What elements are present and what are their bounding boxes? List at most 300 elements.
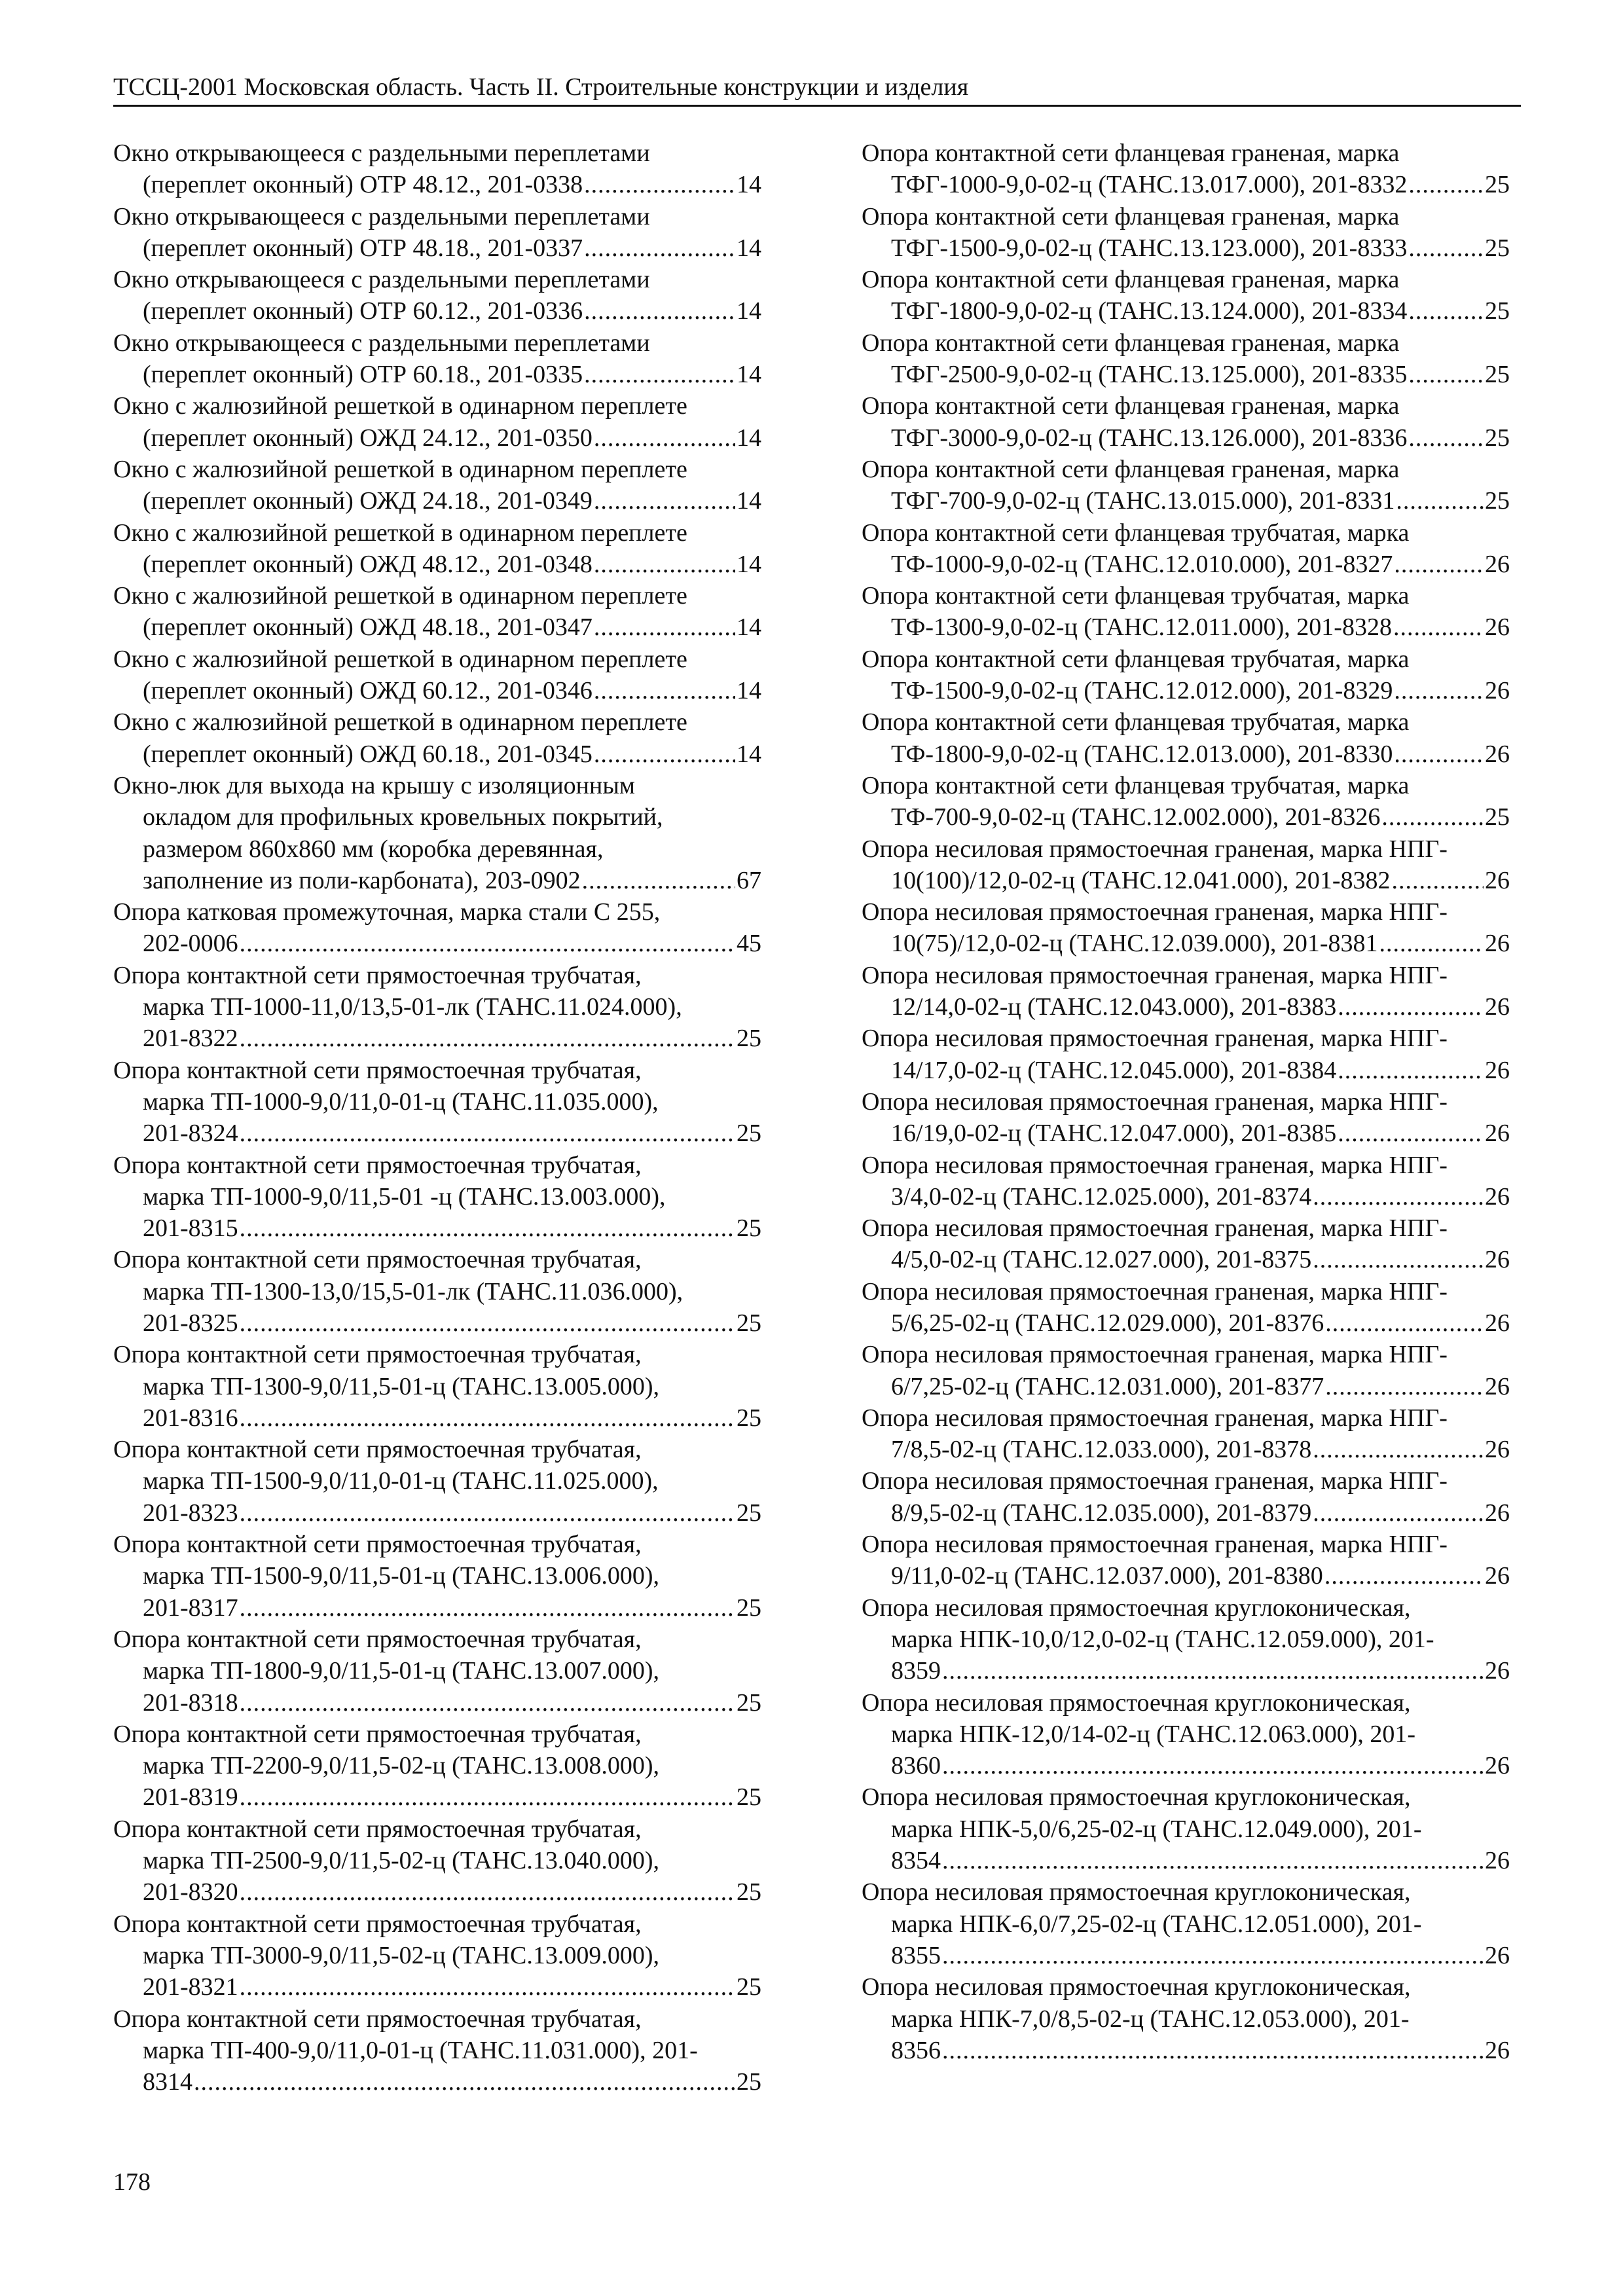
index-entry-page: 14 (737, 487, 761, 515)
index-entry-page: 14 (737, 234, 761, 262)
index-entry-line (862, 1497, 1510, 1529)
index-entry-text: 14/17,0-02-ц (ТАНС.12.045.000), 201-8384 (891, 1056, 1337, 1084)
index-entry-line: Опора несиловая прямостоечная граненая, марка НПГ- (862, 1404, 1448, 1432)
index-entry-page: 25 (737, 1688, 761, 1717)
index-entry-text: ТФГ-1800-9,0-02-ц (ТАНС.13.124.000), 201-8334 (891, 297, 1408, 325)
index-entry (862, 1339, 1510, 1402)
index-entry-line (862, 801, 1510, 833)
index-entry-text: (переплет оконный) ОТР 60.12., 201-0336 (143, 297, 583, 325)
index-entry-text: 8360 (891, 1752, 941, 1780)
index-entry-page: 25 (737, 1309, 761, 1337)
index-entry-line: марка ТП-1300-13,0/15,5-01-лк (ТАНС.11.036.000), (143, 1277, 684, 1305)
index-entry (113, 960, 761, 1055)
index-entry-line (862, 295, 1510, 327)
index-entry (862, 896, 1510, 960)
index-entry-line (862, 169, 1510, 200)
index-entry (113, 1813, 761, 1908)
index-entry-text: ТФГ-1000-9,0-02-ц (ТАНС.13.017.000), 201-8332 (891, 171, 1408, 199)
index-entry (113, 1529, 761, 1624)
index-entry-line: Опора несиловая прямостоечная граненая, марка НПГ- (862, 1087, 1448, 1116)
index-entry (113, 1908, 761, 2003)
dot-leader (240, 928, 735, 959)
index-entry-text: (переплет оконный) ОТР 48.12., 201-0338 (143, 171, 583, 199)
index-entry (862, 201, 1510, 264)
index-entry (113, 390, 761, 454)
index-entry-page: 26 (1485, 866, 1510, 894)
index-entry-line: марка ТП-1500-9,0/11,0-01-ц (ТАНС.11.025.000), (143, 1467, 659, 1495)
index-entry-text: 4/5,0-02-ц (ТАНС.12.027.000), 201-8375 (891, 1246, 1312, 1274)
index-entry-page: 26 (1485, 613, 1510, 642)
dot-leader (1325, 1307, 1484, 1339)
index-entry-line: Опора контактной сети прямостоечная трубчатая, (113, 1341, 642, 1369)
index-entry-page: 26 (1485, 2036, 1510, 2064)
index-entry-line (113, 1118, 761, 1149)
dot-leader (594, 738, 735, 770)
index-entry-line: марка ТП-1800-9,0/11,5-01-ц (ТАНС.13.007.000), (143, 1657, 660, 1685)
index-entry-line (113, 295, 761, 327)
dot-leader (1396, 485, 1484, 517)
index-entry-page: 26 (1485, 1941, 1510, 1969)
index-column-right (862, 137, 1510, 2066)
index-entry-page: 25 (1485, 297, 1510, 325)
index-entry-text: 201-8321 (143, 1973, 238, 2001)
index-entry-text: 201-8316 (143, 1404, 238, 1432)
index-entry-line: Опора несиловая прямостоечная круглоконическая, (862, 1594, 1411, 1622)
index-entry-page: 25 (1485, 361, 1510, 389)
index-entry-text: 201-8322 (143, 1025, 238, 1053)
index-entry-page: 14 (737, 424, 761, 452)
index-column-left (113, 137, 761, 2098)
index-entry-page: 25 (1485, 424, 1510, 452)
index-entry-line (862, 1307, 1510, 1339)
dot-leader (584, 169, 735, 200)
index-entry-page: 25 (1485, 234, 1510, 262)
index-entry-line: размером 860х860 мм (коробка деревянная, (143, 835, 604, 863)
index-entry-line (113, 169, 761, 200)
index-entry-line: Опора несиловая прямостоечная круглоконическая, (862, 1973, 1411, 2001)
dot-leader (1313, 1434, 1484, 1465)
index-entry (862, 1687, 1510, 1782)
index-entry-line: Опора несиловая прямостоечная граненая, марка НПГ- (862, 961, 1448, 989)
index-entry-line (862, 1371, 1510, 1402)
index-entry-line: марка НПК-5,0/6,25-02-ц (ТАНС.12.049.000), 201- (891, 1815, 1422, 1843)
index-entry-text: (переплет оконный) ОТР 60.18., 201-0335 (143, 361, 583, 389)
index-entry-line (862, 1845, 1510, 1876)
index-entry-page: 26 (1485, 1120, 1510, 1148)
index-entry-page: 25 (737, 1214, 761, 1243)
dot-leader (1408, 359, 1484, 390)
index-entry-line: Опора контактной сети фланцевая трубчатая, марка (862, 771, 1410, 799)
index-entry-line (862, 611, 1510, 643)
page-header-title: ТССЦ-2001 Московская область. Часть II. Строительные конструкции и изделия (113, 73, 969, 101)
index-entry-text: 16/19,0-02-ц (ТАНС.12.047.000), 201-8385 (891, 1120, 1337, 1148)
index-entry-page: 25 (737, 1499, 761, 1527)
index-entry-line (862, 1181, 1510, 1212)
index-entry-text: 10(75)/12,0-02-ц (ТАНС.12.039.000), 201-8381 (891, 930, 1378, 958)
index-entry-line: марка НПК-12,0/14-02-ц (ТАНС.12.063.000), 201- (891, 1720, 1416, 1748)
index-entry-line: Опора несиловая прямостоечная граненая, марка НПГ- (862, 1151, 1448, 1179)
index-entry-line (862, 549, 1510, 580)
index-entry (862, 1150, 1510, 1213)
index-entry-line: Опора контактной сети прямостоечная трубчатая, (113, 1815, 642, 1843)
dot-leader (1394, 549, 1484, 580)
index-entry-line: Окно с жалюзийной решеткой в одинарном переплете (113, 708, 687, 737)
index-entry-line: марка НПК-10,0/12,0-02-ц (ТАНС.12.059.000), 201- (891, 1625, 1434, 1653)
index-entry-page: 26 (1485, 1056, 1510, 1084)
index-entry (862, 1023, 1510, 1086)
index-entry-line: марка ТП-1500-9,0/11,5-01-ц (ТАНС.13.006.000), (143, 1562, 660, 1590)
index-entry (862, 1592, 1510, 1687)
index-entry-page: 14 (737, 550, 761, 578)
index-entry-line: Окно открывающееся с раздельными переплетами (113, 266, 650, 294)
dot-leader (240, 1118, 735, 1149)
dot-leader (1325, 1371, 1484, 1402)
index-entry-line: марка ТП-400-9,0/11,0-01-ц (ТАНС.11.031.000), 201- (143, 2036, 698, 2064)
index-entry-line (862, 928, 1510, 959)
index-entry-line: Опора несиловая прямостоечная граненая, марка НПГ- (862, 1531, 1448, 1559)
index-entry-text: 202-0006 (143, 930, 238, 958)
dot-leader (594, 549, 735, 580)
index-entry-line (113, 865, 761, 896)
index-entry-text: заполнение из поли-карбоната), 203-0902 (143, 866, 581, 894)
index-entry-line (113, 1497, 761, 1529)
index-entry-line (113, 1687, 761, 1719)
index-entry-line (113, 359, 761, 390)
dot-leader (594, 611, 735, 643)
index-entry-line: Опора контактной сети прямостоечная трубчатая, (113, 2005, 642, 2033)
index-entry-line: Опора несиловая прямостоечная круглоконическая, (862, 1783, 1411, 1812)
index-entry-text: 8359 (891, 1657, 941, 1685)
index-entry (862, 390, 1510, 454)
index-entry-page: 26 (1485, 1562, 1510, 1590)
index-entry-text: 201-8319 (143, 1783, 238, 1812)
index-entry-text: 7/8,5-02-ц (ТАНС.12.033.000), 201-8378 (891, 1436, 1312, 1464)
index-entry (113, 454, 761, 517)
index-entry-line: марка ТП-2500-9,0/11,5-02-ц (ТАНС.13.040.000), (143, 1847, 660, 1875)
index-entry (862, 454, 1510, 517)
index-entry-text: ТФ-1000-9,0-02-ц (ТАНС.12.010.000), 201-8327 (891, 550, 1393, 578)
index-entry-text: 201-8320 (143, 1878, 238, 1906)
dot-leader (1338, 991, 1484, 1023)
index-entry-line (113, 1971, 761, 2003)
index-entry-line: Опора контактной сети прямостоечная трубчатая, (113, 1531, 642, 1559)
dot-leader (1379, 928, 1484, 959)
index-entry (862, 517, 1510, 581)
index-entry-text: (переплет оконный) ОЖД 24.18., 201-0349 (143, 487, 593, 515)
index-entry-text: 8356 (891, 2036, 941, 2064)
index-entry-line (113, 1307, 761, 1339)
index-entry (862, 327, 1510, 391)
index-entry-line: Опора несиловая прямостоечная граненая, марка НПГ- (862, 1341, 1448, 1369)
dot-leader (594, 485, 735, 517)
dot-leader (594, 675, 735, 706)
index-entry-page: 25 (737, 1878, 761, 1906)
index-entry-text: 201-8325 (143, 1309, 238, 1337)
index-entry (113, 580, 761, 644)
index-entry-line: окладом для профильных кровельных покрытий, (143, 803, 663, 831)
index-entry-line: марка ТП-1000-9,0/11,5-01 -ц (ТАНС.13.003.000), (143, 1182, 666, 1211)
index-entry (113, 1244, 761, 1339)
index-entry-text: 201-8318 (143, 1688, 238, 1717)
dot-leader (594, 422, 735, 454)
index-entry-line: Опора несиловая прямостоечная круглоконическая, (862, 1688, 1411, 1717)
dot-leader (240, 1212, 735, 1244)
index-entry (862, 960, 1510, 1023)
index-entry-text: (переплет оконный) ОЖД 60.18., 201-0345 (143, 740, 593, 768)
index-entry-page: 26 (1485, 1182, 1510, 1211)
index-entry (862, 706, 1510, 770)
index-entry-line: Опора контактной сети фланцевая граненая, марка (862, 329, 1400, 357)
index-entry-line: Опора контактной сети фланцевая трубчатая, марка (862, 582, 1410, 610)
index-entry-page: 25 (1485, 803, 1510, 831)
index-entry-line (113, 675, 761, 706)
index-entry (113, 137, 761, 201)
index-entry (862, 833, 1510, 897)
dot-leader (1392, 865, 1484, 896)
index-entry-line (113, 422, 761, 454)
index-entry-text: ТФ-700-9,0-02-ц (ТАНС.12.002.000), 201-8326 (891, 803, 1381, 831)
index-entry (862, 1971, 1510, 2066)
index-entry-line (113, 1781, 761, 1813)
index-entry-text: 201-8315 (143, 1214, 238, 1243)
index-entry-page: 45 (737, 930, 761, 958)
index-entry-page: 14 (737, 171, 761, 199)
index-entry-line: марка НПК-7,0/8,5-02-ц (ТАНС.12.053.000), 201- (891, 2005, 1410, 2033)
index-entry (862, 1276, 1510, 1339)
index-entry-line: Опора контактной сети фланцевая граненая, марка (862, 266, 1400, 294)
index-entry-line: Опора контактной сети фланцевая граненая, марка (862, 202, 1400, 230)
dot-leader (1324, 1560, 1484, 1592)
index-entry (113, 896, 761, 960)
index-entry (113, 1624, 761, 1719)
index-entry-line: Окно открывающееся с раздельными переплетами (113, 329, 650, 357)
index-entry-line: Опора контактной сети прямостоечная трубчатая, (113, 1151, 642, 1179)
index-entry-text: ТФГ-1500-9,0-02-ц (ТАНС.13.123.000), 201-8333 (891, 234, 1408, 262)
index-entry-line: марка ТП-2200-9,0/11,5-02-ц (ТАНС.13.008.000), (143, 1752, 660, 1780)
index-entry-page: 14 (737, 740, 761, 768)
index-entry (862, 1212, 1510, 1276)
index-entry-line (113, 1023, 761, 1054)
index-entry-line (113, 485, 761, 517)
index-entry-line: марка ТП-1300-9,0/11,5-01-ц (ТАНС.13.005.000), (143, 1372, 660, 1400)
index-entry-line (862, 1750, 1510, 1781)
index-entry-text: (переплет оконный) ОЖД 48.12., 201-0348 (143, 550, 593, 578)
index-entry-line: Опора контактной сети прямостоечная трубчатая, (113, 961, 642, 989)
index-entry (113, 1339, 761, 1434)
index-entry (113, 770, 761, 896)
index-entry-text: 201-8323 (143, 1499, 238, 1527)
index-entry-line: Опора контактной сети прямостоечная трубчатая, (113, 1910, 642, 1938)
index-entry-line: марка ТП-1000-9,0/11,0-01-ц (ТАНС.11.035.000), (143, 1087, 659, 1116)
index-entry-line: Опора несиловая прямостоечная круглоконическая, (862, 1878, 1411, 1906)
index-entry-line (113, 611, 761, 643)
index-entry-line (862, 738, 1510, 770)
page-number: 178 (113, 2168, 151, 2196)
index-entry-line (113, 928, 761, 959)
dot-leader (240, 1876, 735, 1908)
index-entry-line: Окно с жалюзийной решеткой в одинарном переплете (113, 582, 687, 610)
index-entry-line: марка ТП-1000-11,0/13,5-01-лк (ТАНС.11.024.000), (143, 993, 682, 1021)
dot-leader (1394, 738, 1484, 770)
index-entry (862, 1529, 1510, 1592)
dot-leader (1381, 801, 1484, 833)
index-entry-line: Опора контактной сети фланцевая трубчатая, марка (862, 708, 1410, 737)
dot-leader (240, 1592, 735, 1624)
index-entry-page: 26 (1485, 740, 1510, 768)
dot-leader (194, 2066, 735, 2098)
index-entry-page: 26 (1485, 677, 1510, 705)
index-entry-line: Опора контактной сети фланцевая граненая, марка (862, 392, 1400, 420)
dot-leader (240, 1781, 735, 1813)
index-entry-text: 5/6,25-02-ц (ТАНС.12.029.000), 201-8376 (891, 1309, 1324, 1337)
index-entry (113, 644, 761, 707)
index-entry-line (113, 1876, 761, 1908)
index-entry (113, 1055, 761, 1150)
index-entry-page: 25 (1485, 171, 1510, 199)
index-entry-text: ТФГ-700-9,0-02-ц (ТАНС.13.015.000), 201-8331 (891, 487, 1395, 515)
index-entry-text: ТФ-1800-9,0-02-ц (ТАНС.12.013.000), 201-8330 (891, 740, 1393, 768)
index-entry-page: 26 (1485, 1657, 1510, 1685)
index-entry-line: Опора несиловая прямостоечная граненая, марка НПГ- (862, 835, 1448, 863)
dot-leader (942, 1655, 1484, 1686)
index-entry-page: 25 (737, 1404, 761, 1432)
index-entry-line: Опора несиловая прямостоечная граненая, марка НПГ- (862, 1214, 1448, 1243)
index-entry-page: 26 (1485, 1372, 1510, 1400)
index-entry-line (862, 232, 1510, 264)
index-entry-page: 25 (737, 2068, 761, 2096)
index-entry-text: 6/7,25-02-ц (ТАНС.12.031.000), 201-8377 (891, 1372, 1324, 1400)
index-entry-line (862, 1940, 1510, 1971)
index-entry-page: 25 (737, 1594, 761, 1622)
index-entry-text: (переплет оконный) ОТР 48.18., 201-0337 (143, 234, 583, 262)
dot-leader (240, 1402, 735, 1434)
index-entry-text: 8354 (891, 1847, 941, 1875)
index-entry-page: 25 (737, 1973, 761, 2001)
index-entry-line (862, 865, 1510, 896)
index-entry-page: 26 (1485, 1309, 1510, 1337)
dot-leader (584, 295, 735, 327)
index-entry-text: (переплет оконный) ОЖД 48.18., 201-0347 (143, 613, 593, 642)
dot-leader (942, 2035, 1484, 2066)
index-entry (862, 770, 1510, 833)
dot-leader (1338, 1118, 1484, 1149)
index-entry-line: марка НПК-6,0/7,25-02-ц (ТАНС.12.051.000), 201- (891, 1910, 1422, 1938)
index-entry (862, 137, 1510, 201)
dot-leader (942, 1940, 1484, 1971)
index-entry (113, 264, 761, 327)
index-entry-text: (переплет оконный) ОЖД 24.12., 201-0350 (143, 424, 593, 452)
index-entry-line: Окно открывающееся с раздельными переплетами (113, 139, 650, 167)
index-entry-line: Опора катковая промежуточная, марка стали С 255, (113, 898, 661, 926)
dot-leader (1313, 1244, 1484, 1275)
index-entry-page: 14 (737, 677, 761, 705)
index-entry-line: Окно-люк для выхода на крышу с изоляционным (113, 771, 635, 799)
index-entry-line: Опора контактной сети фланцевая трубчатая, марка (862, 519, 1410, 547)
index-entry-text: ТФ-1500-9,0-02-ц (ТАНС.12.012.000), 201-8329 (891, 677, 1393, 705)
index-entry-line: Опора контактной сети прямостоечная трубчатая, (113, 1720, 642, 1748)
index-entry-text: ТФ-1300-9,0-02-ц (ТАНС.12.011.000), 201-8328 (891, 613, 1392, 642)
dot-leader (942, 1750, 1484, 1781)
index-entry-page: 67 (737, 866, 761, 894)
dot-leader (584, 359, 735, 390)
index-entry-line: Опора контактной сети прямостоечная трубчатая, (113, 1436, 642, 1464)
index-entry (113, 1719, 761, 1813)
index-entry (113, 1434, 761, 1529)
dot-leader (1408, 169, 1484, 200)
index-entry-page: 26 (1485, 993, 1510, 1021)
dot-leader (1408, 422, 1484, 454)
index-entry-text: 8/9,5-02-ц (ТАНС.12.035.000), 201-8379 (891, 1499, 1312, 1527)
index-entry (113, 327, 761, 391)
index-entry-page: 25 (737, 1025, 761, 1053)
index-entry-line: Опора контактной сети прямостоечная трубчатая, (113, 1625, 642, 1653)
index-entry-page: 26 (1485, 1246, 1510, 1274)
dot-leader (942, 1845, 1484, 1876)
index-entry-text: 8314 (143, 2068, 192, 2096)
index-entry (113, 706, 761, 770)
index-entry-page: 26 (1485, 1847, 1510, 1875)
index-entry-line (113, 549, 761, 580)
index-entry-text: 201-8324 (143, 1120, 238, 1148)
index-entry-line (862, 1434, 1510, 1465)
index-entry (862, 264, 1510, 327)
index-entry-line (862, 991, 1510, 1023)
index-entry-line (862, 485, 1510, 517)
index-entry-text: 201-8317 (143, 1594, 238, 1622)
index-entry-line (113, 1402, 761, 1434)
index-entry-line (862, 1655, 1510, 1686)
index-entry-page: 26 (1485, 550, 1510, 578)
index-entry-line: Опора контактной сети прямостоечная трубчатая, (113, 1056, 642, 1084)
index-entry-line: Окно с жалюзийной решеткой в одинарном переплете (113, 519, 687, 547)
index-entry-line (862, 1560, 1510, 1592)
index-entry-line (862, 675, 1510, 706)
index-entry-line (113, 232, 761, 264)
index-entry-text: (переплет оконный) ОЖД 60.12., 201-0346 (143, 677, 593, 705)
dot-leader (1313, 1497, 1484, 1529)
index-entry-line (113, 2066, 761, 2098)
index-entry-line (862, 359, 1510, 390)
dot-leader (1394, 675, 1484, 706)
index-entry (862, 1086, 1510, 1150)
index-entry-text: 12/14,0-02-ц (ТАНС.12.043.000), 201-8383 (891, 993, 1337, 1021)
index-entry-line: Опора несиловая прямостоечная граненая, марка НПГ- (862, 1467, 1448, 1495)
dot-leader (1408, 232, 1484, 264)
index-entry-line: Окно открывающееся с раздельными переплетами (113, 202, 650, 230)
index-entry-page: 26 (1485, 930, 1510, 958)
dot-leader (240, 1971, 735, 2003)
index-entry-line: Окно с жалюзийной решеткой в одинарном переплете (113, 645, 687, 673)
index-entry (113, 517, 761, 581)
index-entry-page: 26 (1485, 1752, 1510, 1780)
index-entry-text: 3/4,0-02-ц (ТАНС.12.025.000), 201-8374 (891, 1182, 1312, 1211)
index-entry-line (862, 1055, 1510, 1086)
index-entry-line (862, 422, 1510, 454)
index-entry-line (862, 1244, 1510, 1275)
index-entry-text: ТФГ-3000-9,0-02-ц (ТАНС.13.126.000), 201-8336 (891, 424, 1408, 452)
index-entry-page: 14 (737, 297, 761, 325)
index-entry-line: Опора контактной сети фланцевая граненая, марка (862, 455, 1400, 483)
index-entry-line: Опора контактной сети прямостоечная трубчатая, (113, 1246, 642, 1274)
index-entry-line (113, 738, 761, 770)
index-entry-line: Окно с жалюзийной решеткой в одинарном переплете (113, 392, 687, 420)
index-entry-text: 10(100)/12,0-02-ц (ТАНС.12.041.000), 201-8382 (891, 866, 1391, 894)
index-entry-page: 25 (1485, 487, 1510, 515)
index-entry-text: 9/11,0-02-ц (ТАНС.12.037.000), 201-8380 (891, 1562, 1323, 1590)
index-entry-line: Опора несиловая прямостоечная граненая, марка НПГ- (862, 898, 1448, 926)
index-entry (113, 2003, 761, 2098)
dot-leader (240, 1497, 735, 1529)
